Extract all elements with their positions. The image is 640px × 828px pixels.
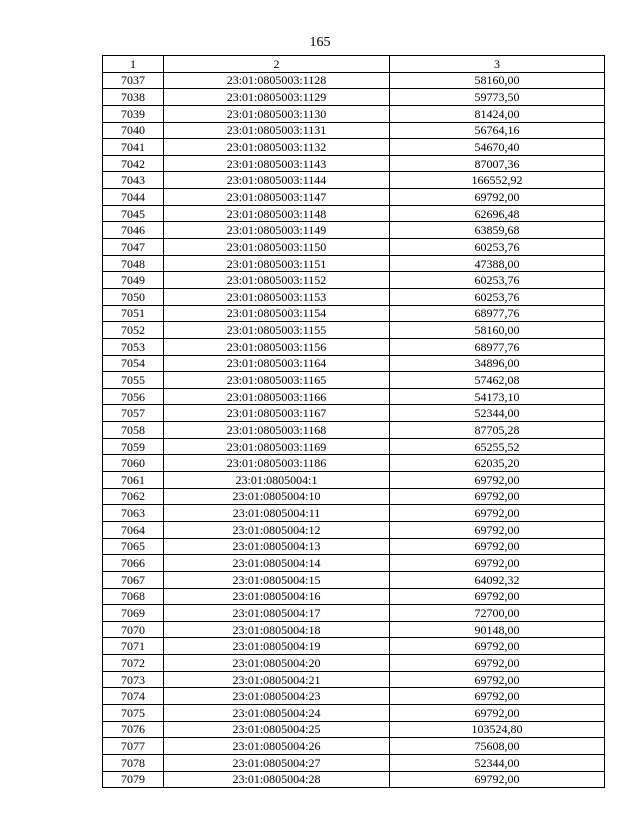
cadastral-number-cell: 23:01:0805004:28	[164, 771, 390, 788]
cadastral-number-cell: 23:01:0805004:10	[164, 488, 390, 505]
table-row	[103, 139, 605, 156]
row-number-cell: 7068	[103, 588, 164, 605]
value-cell: 87705,28	[390, 422, 605, 439]
row-number-cell: 7038	[103, 89, 164, 106]
row-number-cell: 7058	[103, 422, 164, 439]
value-cell: 47388,00	[390, 255, 605, 272]
row-number-cell: 7066	[103, 555, 164, 572]
cadastral-number-cell: 23:01:0805003:1151	[164, 255, 390, 272]
cadastral-number-cell: 23:01:0805003:1144	[164, 172, 390, 189]
row-number-cell: 7039	[103, 105, 164, 122]
table-row	[103, 255, 605, 272]
table-row	[103, 338, 605, 355]
cadastral-number-cell: 23:01:0805003:1130	[164, 105, 390, 122]
value-cell: 166552,92	[390, 172, 605, 189]
table-row	[103, 222, 605, 239]
cadastral-number-cell: 23:01:0805004:24	[164, 704, 390, 721]
cadastral-number-cell: 23:01:0805003:1150	[164, 239, 390, 256]
value-cell: 69792,00	[390, 488, 605, 505]
cadastral-number-cell: 23:01:0805004:12	[164, 521, 390, 538]
cadastral-number-cell: 23:01:0805004:16	[164, 588, 390, 605]
table-row	[103, 422, 605, 439]
row-number-cell: 7075	[103, 704, 164, 721]
cadastral-number-cell: 23:01:0805003:1131	[164, 122, 390, 139]
cadastral-number-cell: 23:01:0805003:1166	[164, 388, 390, 405]
row-number-cell: 7060	[103, 455, 164, 472]
cadastral-number-cell: 23:01:0805004:23	[164, 688, 390, 705]
table-header-row	[103, 56, 605, 73]
table-row	[103, 388, 605, 405]
cadastral-number-cell: 23:01:0805004:14	[164, 555, 390, 572]
cadastral-number-cell: 23:01:0805003:1147	[164, 189, 390, 206]
table-header	[103, 56, 605, 73]
table-row	[103, 288, 605, 305]
row-number-cell: 7048	[103, 255, 164, 272]
table-row	[103, 671, 605, 688]
cadastral-number-cell: 23:01:0805003:1156	[164, 338, 390, 355]
cadastral-number-cell: 23:01:0805004:11	[164, 505, 390, 522]
row-number-cell: 7055	[103, 372, 164, 389]
value-cell: 69792,00	[390, 555, 605, 572]
value-cell: 69792,00	[390, 771, 605, 788]
value-cell: 52344,00	[390, 405, 605, 422]
value-cell: 68977,76	[390, 338, 605, 355]
row-number-cell: 7067	[103, 571, 164, 588]
cadastral-number-cell: 23:01:0805004:13	[164, 538, 390, 555]
cadastral-number-cell: 23:01:0805004:26	[164, 738, 390, 755]
table-row	[103, 472, 605, 489]
cadastral-number-cell: 23:01:0805003:1143	[164, 155, 390, 172]
cadastral-number-cell: 23:01:0805003:1132	[164, 139, 390, 156]
row-number-cell: 7056	[103, 388, 164, 405]
row-number-cell: 7037	[103, 72, 164, 89]
cadastral-number-cell: 23:01:0805003:1149	[164, 222, 390, 239]
cadastral-number-cell: 23:01:0805003:1154	[164, 305, 390, 322]
cadastral-number-cell: 23:01:0805003:1168	[164, 422, 390, 439]
row-number-cell: 7042	[103, 155, 164, 172]
row-number-cell: 7046	[103, 222, 164, 239]
row-number-cell: 7073	[103, 671, 164, 688]
table-row	[103, 521, 605, 538]
value-cell: 69792,00	[390, 704, 605, 721]
table-row	[103, 372, 605, 389]
row-number-cell: 7062	[103, 488, 164, 505]
row-number-cell: 7040	[103, 122, 164, 139]
cadastral-number-cell: 23:01:0805004:27	[164, 754, 390, 771]
table-row	[103, 205, 605, 222]
table-row	[103, 771, 605, 788]
table-row	[103, 122, 605, 139]
row-number-cell: 7047	[103, 239, 164, 256]
row-number-cell: 7057	[103, 405, 164, 422]
row-number-cell: 7049	[103, 272, 164, 289]
row-number-cell: 7052	[103, 322, 164, 339]
value-cell: 103524,80	[390, 721, 605, 738]
value-cell: 69792,00	[390, 189, 605, 206]
cadastral-number-cell: 23:01:0805004:19	[164, 638, 390, 655]
value-cell: 69792,00	[390, 688, 605, 705]
table-row	[103, 505, 605, 522]
table-row	[103, 688, 605, 705]
table-row	[103, 89, 605, 106]
table-row	[103, 605, 605, 622]
value-cell: 69792,00	[390, 472, 605, 489]
row-number-cell: 7074	[103, 688, 164, 705]
data-table	[102, 55, 605, 788]
table-row	[103, 355, 605, 372]
cadastral-number-cell: 23:01:0805004:21	[164, 671, 390, 688]
table-row	[103, 172, 605, 189]
cadastral-number-cell: 23:01:0805004:20	[164, 655, 390, 672]
cadastral-number-cell: 23:01:0805003:1152	[164, 272, 390, 289]
value-cell: 60253,76	[390, 288, 605, 305]
row-number-cell: 7072	[103, 655, 164, 672]
value-cell: 72700,00	[390, 605, 605, 622]
table-row	[103, 571, 605, 588]
row-number-cell: 7071	[103, 638, 164, 655]
row-number-cell: 7041	[103, 139, 164, 156]
table-row	[103, 405, 605, 422]
value-cell: 56764,16	[390, 122, 605, 139]
column-header-1: 1	[103, 56, 164, 73]
cadastral-number-cell: 23:01:0805003:1164	[164, 355, 390, 372]
cadastral-number-cell: 23:01:0805003:1169	[164, 438, 390, 455]
value-cell: 69792,00	[390, 588, 605, 605]
table-row	[103, 272, 605, 289]
value-cell: 69792,00	[390, 521, 605, 538]
column-header-2: 2	[164, 56, 390, 73]
value-cell: 69792,00	[390, 538, 605, 555]
cadastral-number-cell: 23:01:0805004:15	[164, 571, 390, 588]
value-cell: 63859,68	[390, 222, 605, 239]
table-row	[103, 72, 605, 89]
table-row	[103, 239, 605, 256]
row-number-cell: 7044	[103, 189, 164, 206]
row-number-cell: 7069	[103, 605, 164, 622]
row-number-cell: 7064	[103, 521, 164, 538]
table-row	[103, 455, 605, 472]
row-number-cell: 7050	[103, 288, 164, 305]
table-row	[103, 305, 605, 322]
table-row	[103, 655, 605, 672]
value-cell: 87007,36	[390, 155, 605, 172]
cadastral-number-cell: 23:01:0805004:1	[164, 472, 390, 489]
table-row	[103, 155, 605, 172]
cadastral-number-cell: 23:01:0805003:1155	[164, 322, 390, 339]
table-row	[103, 438, 605, 455]
value-cell: 62696,48	[390, 205, 605, 222]
value-cell: 52344,00	[390, 754, 605, 771]
value-cell: 69792,00	[390, 638, 605, 655]
row-number-cell: 7061	[103, 472, 164, 489]
value-cell: 75608,00	[390, 738, 605, 755]
cadastral-number-cell: 23:01:0805004:17	[164, 605, 390, 622]
table-row	[103, 488, 605, 505]
value-cell: 62035,20	[390, 455, 605, 472]
cadastral-number-cell: 23:01:0805003:1186	[164, 455, 390, 472]
table-row	[103, 638, 605, 655]
table-row	[103, 538, 605, 555]
table-row	[103, 754, 605, 771]
row-number-cell: 7063	[103, 505, 164, 522]
cadastral-number-cell: 23:01:0805003:1128	[164, 72, 390, 89]
cadastral-number-cell: 23:01:0805003:1167	[164, 405, 390, 422]
table-row	[103, 189, 605, 206]
value-cell: 64092,32	[390, 571, 605, 588]
value-cell: 69792,00	[390, 671, 605, 688]
table-row	[103, 621, 605, 638]
value-cell: 60253,76	[390, 272, 605, 289]
row-number-cell: 7078	[103, 754, 164, 771]
table-row	[103, 105, 605, 122]
cadastral-number-cell: 23:01:0805004:25	[164, 721, 390, 738]
table-row	[103, 588, 605, 605]
table-row	[103, 738, 605, 755]
cadastral-number-cell: 23:01:0805003:1153	[164, 288, 390, 305]
row-number-cell: 7051	[103, 305, 164, 322]
value-cell: 34896,00	[390, 355, 605, 372]
row-number-cell: 7079	[103, 771, 164, 788]
value-cell: 57462,08	[390, 372, 605, 389]
value-cell: 59773,50	[390, 89, 605, 106]
table-row	[103, 704, 605, 721]
value-cell: 68977,76	[390, 305, 605, 322]
value-cell: 65255,52	[390, 438, 605, 455]
row-number-cell: 7070	[103, 621, 164, 638]
value-cell: 58160,00	[390, 322, 605, 339]
value-cell: 54670,40	[390, 139, 605, 156]
row-number-cell: 7065	[103, 538, 164, 555]
row-number-cell: 7077	[103, 738, 164, 755]
row-number-cell: 7053	[103, 338, 164, 355]
value-cell: 69792,00	[390, 505, 605, 522]
value-cell: 69792,00	[390, 655, 605, 672]
table-body	[103, 72, 605, 788]
table-row	[103, 721, 605, 738]
row-number-cell: 7076	[103, 721, 164, 738]
cadastral-number-cell: 23:01:0805003:1129	[164, 89, 390, 106]
page-number: 165	[309, 35, 331, 50]
table-row	[103, 555, 605, 572]
row-number-cell: 7043	[103, 172, 164, 189]
value-cell: 90148,00	[390, 621, 605, 638]
value-cell: 81424,00	[390, 105, 605, 122]
value-cell: 58160,00	[390, 72, 605, 89]
cadastral-number-cell: 23:01:0805004:18	[164, 621, 390, 638]
row-number-cell: 7059	[103, 438, 164, 455]
table-row	[103, 322, 605, 339]
row-number-cell: 7045	[103, 205, 164, 222]
cadastral-number-cell: 23:01:0805003:1165	[164, 372, 390, 389]
row-number-cell: 7054	[103, 355, 164, 372]
value-cell: 54173,10	[390, 388, 605, 405]
value-cell: 60253,76	[390, 239, 605, 256]
column-header-3: 3	[390, 56, 605, 73]
cadastral-number-cell: 23:01:0805003:1148	[164, 205, 390, 222]
